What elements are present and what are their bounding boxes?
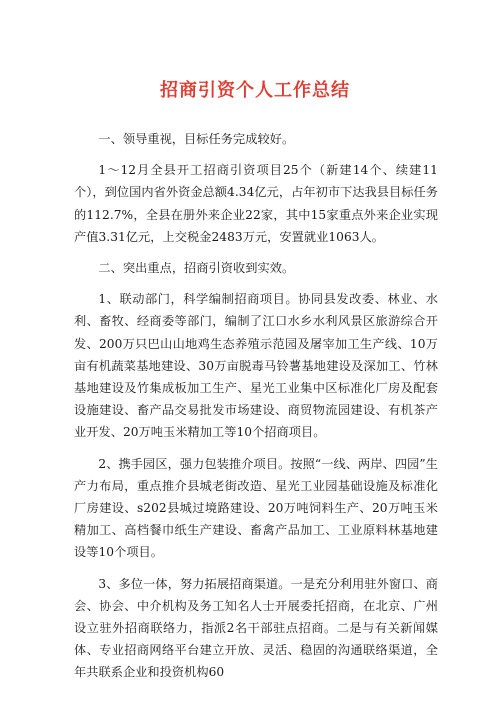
paragraph-item-3: 3、多位一体，努力拓展招商渠道。一是充分利用驻外窗口、商会、协会、中介机构及务工知名人士开展委托招商，在北京、广州设立驻外招商联络力，指派2名干部驻点招商。二是与有关新闻媒体、专业招商网络平台建立开放、灵活、稳固的沟通联络渠道，全年共联系企业和投资机构60	[74, 576, 438, 680]
section-heading-1: 一、领导重视，目标任务完成较好。	[98, 132, 295, 146]
paragraph-item-1: 1、联动部门，科学编制招商项目。协同县发改委、林业、水利、畜牧、经商委等部门，编制了江口水乡水利风景区旅游综合开发、200万只巴山山地鸡生态养殖示范园及屠宰加工生产线、10万亩有机蔬菜基地建设、30万亩脱毒马铃薯基地建设及深加工、竹林基地建设及竹集成板加工生产、星光工业集中区标准化厂房及配套设施建设、畜产品交易批发市场建设、商贸物流园建设、有机茶产业开发、20万吨玉米精加工等10个招商项目。	[74, 292, 438, 440]
paragraph-item-2: 2、携手园区，强力包装推介项目。按照“一线、两岸、四园”生产力布局，重点推介县城老街改造、星光工业园基础设施及标准化厂房建设、s202县城过境路建设、20万吨饲料生产、20万吨玉米精加工、高档餐巾纸生产建设、畜禽产品加工、工业原料林基地建设等10个项目。	[74, 456, 438, 560]
document-title: 招商引资个人工作总结	[160, 80, 350, 101]
section-heading-2: 二、突出重点，招商引资收到实效。	[98, 261, 295, 276]
paragraph-overview: 1～12月全县开工招商引资项目25个（新建14个、续建11个），到位国内省外资金总额4.34亿元，占年初市下达我县目标任务的112.7%，全县在册外来企业22家，其中15家重点外来企业实现产值3.31亿元，上交税金2483万元，安置就业1063人。	[74, 163, 438, 244]
